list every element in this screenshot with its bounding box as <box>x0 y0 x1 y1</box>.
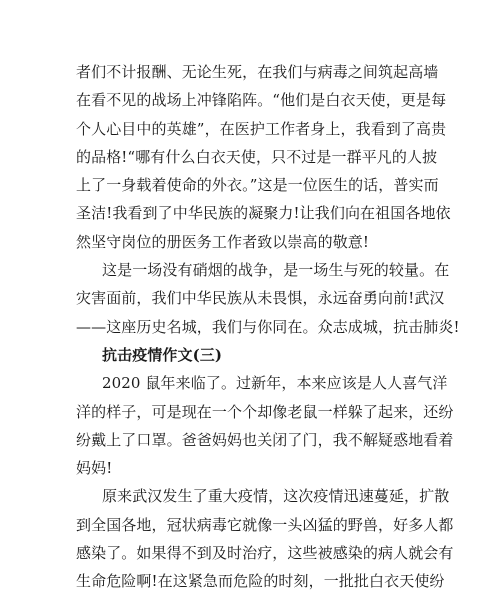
text-line: 纷戴上了口罩。爸爸妈妈也关闭了门，我不解疑惑地看着 <box>76 430 454 449</box>
text-line: 圣洁!我看到了中华民族的凝聚力!让我们向在祖国各地依 <box>76 204 451 223</box>
text-line: 灾害面前，我们中华民族从未畏惧，永远奋勇向前!武汉 <box>76 289 445 308</box>
text-line: 洋的样子，可是现在一个个却像老鼠一样躲了起来，还纷 <box>76 402 454 421</box>
text-line: 个人心目中的英雄”，在医护工作者身上，我看到了高贵 <box>76 119 447 138</box>
paragraph-start-line: 2020 鼠年来临了。过新年，本来应该是人人喜气洋 <box>102 374 448 393</box>
text-line: 然坚守岗位的册医务工作者致以崇高的敬意! <box>76 232 370 251</box>
text-line: 到全国各地，冠状病毒它就像一头凶猛的野兽，好多人都 <box>76 515 454 534</box>
text-line: 的品格!“哪有什么白衣天使，只不过是一群平凡的人披 <box>76 147 438 166</box>
text-line: 上了一身载着使命的外衣。”这是一位医生的话，普实而 <box>76 176 439 195</box>
text-line: ——这座历史名城，我们与你同在。众志成城，抗击肺炎! <box>76 317 460 336</box>
text-line: 者们不计报酬、无论生死，在我们与病毒之间筑起高墙 <box>76 63 439 81</box>
text-line: 生命危险啊!在这紧急而危险的时刻，一批批白衣天使纷 <box>76 572 445 591</box>
text-line: 妈妈! <box>76 459 113 478</box>
text-line: 在看不见的战场上冲锋陷阵。“他们是白衣天使，更是每 <box>76 91 447 110</box>
paragraph-start-line: 原来武汉发生了重大疫情，这次疫情迅速蔓延，扩散 <box>102 487 450 506</box>
paragraph-start-line: 这是一场没有硝烟的战争，是一场生与死的较量。在 <box>102 261 450 280</box>
text-line: 感染了。如果得不到及时治疗，这些被感染的病人就会有 <box>76 544 454 563</box>
section-heading: 抗击疫情作文(三) <box>102 345 223 364</box>
document-body <box>76 58 460 596</box>
